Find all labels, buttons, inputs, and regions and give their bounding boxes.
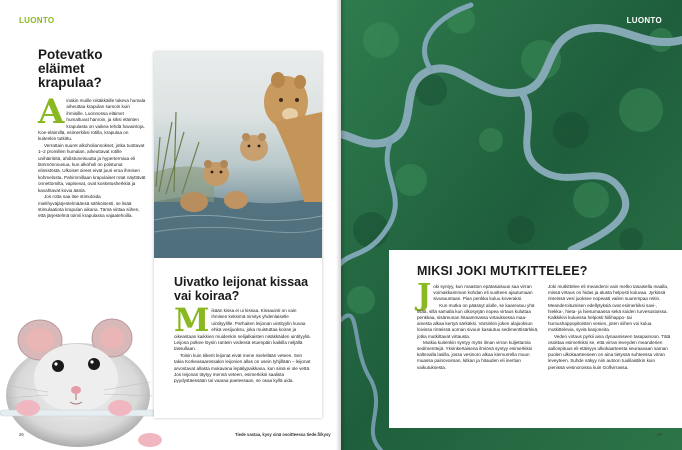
article2-paragraph-1 (174, 301, 312, 353)
article3-column-2 (548, 284, 671, 371)
article3-column-1 (417, 278, 540, 371)
footer-note: Tiede vastaa, kysy sinä osoitteessa tiede.fi/kysy (235, 432, 331, 437)
river-article-panel (389, 250, 682, 428)
page-number-left: 26 (19, 432, 24, 437)
article3-paragraph-5: Veden virtaus pyrkii aina dynaamiseen tasapainoon. Tätä osoittaa esimerkiksi se, että virran leveyden meanderien aallonpituus eli etäisyys ulkokaarteesta seuraavaan saman puolen ulkokaarteeseen on aina tietyssä suhteessa virran leveyteen. Suhde näkyy niin autoon tuulilaistikin kuin pienissä vesinoroissa kuin Golfvirrassa. (548, 333, 671, 370)
article1-body (38, 92, 146, 220)
article2-dropcap: M (174, 301, 210, 339)
section-tag-right: LUONTO (626, 16, 662, 25)
article2-body (174, 301, 312, 385)
article1-text-1: inakin muille nisäkkäille tukeva humala aiheuttaa krapulan samoin kuin ihmisille. Luonnossa eläimet humaltuvat harvoin, ja siksi eläinten krapulasta on vaikea tehdä havaintoja. Koe-eläimillä, esimerkiksi rotilla, krapulaa on kuitenkin tutkittu. (38, 98, 146, 142)
article3-paragraph-4: Joki mutkittelee eli meanderoi vain melko tasaisella maalla, missä virtaus on hidas ja alusta helposti kuluvaa. Jyrkissä rinteissä vesi juoksee nopeasti vailen suurempaa reitin. Meanderoitumisen edellytyksiä ovat esimerkiksi savi-, hiekka-, hieta- ja hiesumaassa sekä soiden turvesustoissa. Kalkkikivi kuluessa helposti hiilihappo- tai humushappopitoisten vesien, joten siihen voi kulua mutkittelevia, syviä kanjoneita. (548, 284, 669, 333)
lion-article-card (154, 52, 322, 418)
article1-paragraph-2: Verrattain suuret alkoholiannokset, jotka tuottavat 1–2 promillen humalan, aiheuttavat rotille unihäiriöitä, ahdistuneisuutta ja hypertermiaa eli lämmönnousua, kun alkoholi on poistunut elimistöstä. Ulkoiset oireet eivät juuri eroa ihmisen kohmelosta. Pahimmillaan krapulaiset rotat näyttävät onnettomilta, vapisevat, ovat kosketusherkkiä ja kavahtavat kovia ääniä. (38, 142, 146, 193)
right-page (341, 0, 682, 450)
article2-paragraph-2: Toisin kuin tiikerit leijonat eivät mene mielellään veteen. Sen takia Korkeasaaressakin leijonien allas on usein tyhjillään – leijonat arvostavat allasta mukavana lepäilypaikkana, kun siinä ei ole vettä. Jos leijonan täytyy mennä veteen, esimerkiksi saalista pyydystäessään tai vaaraa paetessaan, se osaa kyllä uida. (174, 352, 311, 384)
lion-illustration (154, 52, 322, 258)
section-tag-left: LUONTO (19, 16, 55, 25)
article1-paragraph-3: Jos rotta saa itse stimuloida mielihyväjärjestelmäänsä sähköisesti, se lisää stimulaatiota krapulan aikana. Tämä viittaa siihen, että järjestelmä toimii krapulassa vajaatehoilla. (38, 194, 140, 219)
article3-dropcap: J (417, 278, 432, 313)
article2-title: Uivatko leijonat kissaa vai koiraa? (174, 275, 309, 303)
article2-text-1: ikään kissa ei ui kissaa. Kissauinti on vain ihmisen keksimä nimitys yhdenlaiselle uintityylille. Parhaiten leijonan uintityylin kuvaa ehkä vesijuoksu, joka muistuttaa koiran ja oikeastaan kaikkien muidenkin nelijalkaisten nisäkkäiden uintityyliä. Leijona polkee löysin rantein vedessä etuenpäin kaikilla neljällä tassullaan. (174, 308, 311, 352)
lion-photo (154, 52, 322, 258)
article3-paragraph-3: Mutkia kuitenkin syntyy myös ilman virran kuljettamia sedimenttejä. Yksinkertaisena ilmiönä syntyy esimerkiksi kaltevalla lasilla, jossa vesinoro alkaa kiemurrella muun muassa painovoiman, kitkan ja hitauden eli inertian vaikutuksesta. (417, 339, 533, 370)
article1-dropcap: A (38, 92, 65, 132)
page-number-right: 27 (657, 432, 662, 437)
page-gutter (336, 0, 346, 450)
article1-paragraph-1 (38, 92, 146, 143)
article3-paragraph-1 (417, 278, 540, 313)
rat-photo (0, 300, 180, 450)
article3-title: MIKSI JOKI MUTKITTELEE? (417, 264, 588, 278)
article3-columns (417, 278, 671, 371)
article3-paragraph-2: Kun mutka on päässyt alulle, se kaareutuu yhä lisää, sillä samalla kun ulkosyrjän nopea virtaus kuluttaa penkkaa, sisäreunan hitaammassa virtauksessa maa-ainesta alkaa kertyä särkäksi. Varsinkin joken alajuoksun loivissa rinteissä uoman sivuun kasautuu sedimenttisärkkiä, jotka mutkittavat virtausta. (417, 302, 539, 339)
article1-title: Potevatko eläimet krapulaa? (38, 47, 103, 90)
article3-text-1: oki syntyy, kun maaston epätasaisuus saa virran voimakkaimman kohdan eli vuolteen ajautumaan sivusuuntaan. Pian penkka kuluu koveraksi. (433, 284, 533, 302)
rat-illustration (0, 300, 180, 450)
